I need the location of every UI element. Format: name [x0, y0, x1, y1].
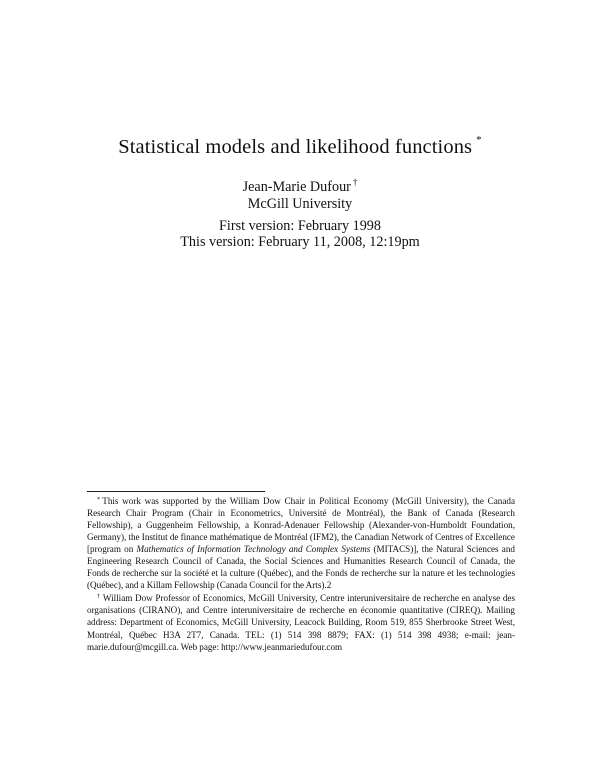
author-footnote-mark: † [352, 177, 358, 187]
footnote-2 [87, 591, 515, 652]
author-name: Jean-Marie Dufour [242, 179, 351, 195]
footnote-1-text-b: (MITACS)], the Natural Sciences and Engineering Research Council of Canada, the Social Sciences and Humanities Research Council of Canada, the Fonds de recherche sur la société et la culture (Québec), and the Fonds de recherche sur la nature et les technologies (Québec), and a Killam Fellowship (Canada Council for the Arts).2 [87, 544, 515, 591]
footnote-1-mark: * [97, 496, 101, 503]
version-dates [0, 218, 600, 250]
paper-title [0, 134, 600, 159]
this-version: This version: February 11, 2008, 12:19pm [180, 234, 420, 250]
footnote-2-mark: † [97, 593, 101, 601]
first-version: First version: February 1998 [219, 218, 381, 234]
footnote-2-text: William Dow Professor of Economics, McGill University, Centre interuniversitaire de recherche en analyse des organisations (CIRANO), and Centre interuniversitaire de recherche en économie quantitative (CIREQ). Mailing address: Department of Economics, McGill University, Leacock Building, Room 519, 855 Sherbrooke Street West, Montréal, Québec H3A 2T7, Canada. TEL: (1) 514 398 8879; FAX: (1) 514 398 4938; e-mail: jean-marie.dufour@mcgill.ca. Web page: http://www.jeanmariedufour.com [87, 593, 515, 652]
affiliation: McGill University [247, 196, 353, 212]
author-line [0, 174, 600, 196]
author-block [0, 174, 600, 213]
paper-title-text: Statistical models and likelihood functions [118, 136, 473, 158]
footnote-1-italic: Mathematics of Information Technology and Complex Systems [136, 544, 371, 555]
footnote-rule [87, 491, 265, 492]
footnote-1 [87, 494, 515, 591]
footnote-1-text-a: This work was supported by the William Dow Chair in Political Economy (McGill University), the Canada Research Chair Program (Chair in Econometrics, Université de Montréal), the Bank of Canada (Research Fellowship), a Guggenheim Fellowship, a Konrad-Adenauer Fellowship (Alexander-von-Humboldt Foundation, Germany), the Institut de finance mathématique de Montréal (IFM2), the Canadian Network of Centres of Excellence [program on [87, 496, 515, 555]
footnotes [87, 494, 515, 653]
title-footnote-mark: * [476, 134, 482, 146]
